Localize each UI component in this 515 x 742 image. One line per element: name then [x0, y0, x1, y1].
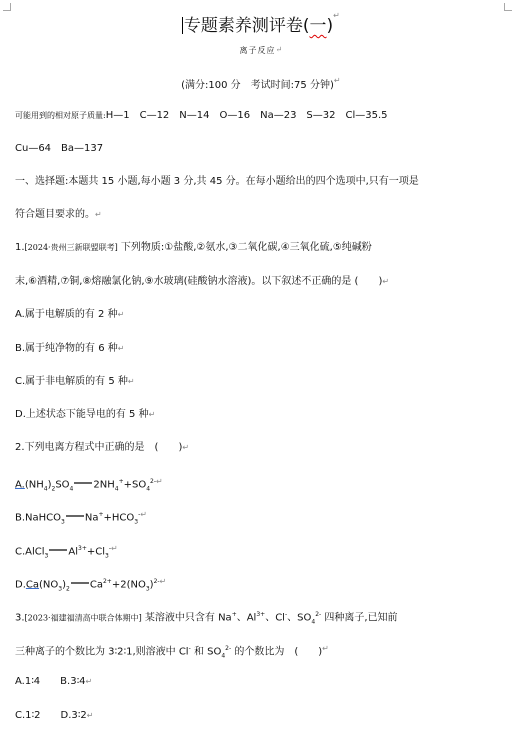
question-2-stem: 2.下列电离方程式中正确的是 ( ) ↵: [15, 442, 190, 453]
paragraph-mark-icon: ↵: [182, 443, 190, 452]
question-2-option-b: B.NaHCO$_3$ $Na^++HCO_3^-$ ↵: [15, 510, 147, 526]
question-3-option-a: A.1∶4: [15, 676, 41, 687]
atomic-mass-values-1: H—1 C—12 N—14 O—16 Na—23 S—32 Cl—35.5: [105, 110, 388, 121]
paragraph-mark-icon: ↵: [333, 76, 341, 85]
question-3-options-row-2: [15, 710, 94, 722]
paragraph-mark-icon: ↵: [156, 477, 163, 486]
equals-sign: [74, 482, 92, 484]
question-3-option-b: B.3∶4: [60, 676, 86, 687]
page-title[interactable]: [0, 11, 515, 36]
atomic-mass-line-2: Cu—64 Ba—137: [15, 143, 104, 154]
paragraph-mark-icon: ↵: [111, 544, 118, 553]
paragraph-mark-icon: ↵: [333, 11, 340, 20]
page-subtitle: 离子反应 ↵: [239, 45, 284, 55]
question-3-option-d: D.3∶2: [60, 710, 87, 721]
paragraph-mark-icon: ↵: [148, 410, 156, 419]
paragraph-mark-icon: ↵: [127, 377, 135, 386]
question-1-option-d: D.上述状态下能导电的有 5 种 ↵: [15, 409, 156, 420]
paragraph-mark-icon: ↵: [86, 711, 94, 720]
equals-sign: [66, 515, 84, 517]
paragraph-mark-icon: ↵: [322, 644, 329, 653]
question-3-source: [2023·福建福清高中联合体期中]: [24, 613, 142, 623]
title-prefix: 专题素养测评卷(: [183, 16, 310, 36]
paragraph-mark-icon: ↵: [117, 310, 125, 319]
paragraph-mark-icon: ↵: [275, 45, 284, 54]
question-1-option-c: C.属于非电解质的有 5 种 ↵: [15, 376, 135, 387]
paragraph-mark-icon: ↵: [159, 577, 167, 586]
question-1-source: [2024·贵州三新联盟联考]: [24, 243, 118, 252]
question-3-stem-line-2: 三种离子的个数比为 3∶2∶1,则溶液中 Cl- 和 $SO_4^{2-}$ 的个数比为 ( ) ↵: [15, 644, 329, 660]
question-1-option-b: B.属于纯净物的有 6 种 ↵: [15, 343, 125, 354]
text-cursor: [182, 17, 183, 34]
question-1-stem-line-1: 1.[2024·贵州三新联盟联考] 下列物质:①盐酸,②氨水,③二氧化碳,④三氧化硫,⑤纯碱粉: [15, 242, 372, 253]
exam-info: (满分:100 分 考试时间:75 分钟) ↵: [181, 76, 341, 91]
section-heading-line-2: 符合题目要求的。 ↵: [15, 209, 102, 220]
section-heading-line-1: 一、选择题:本题共 15 小题,每小题 3 分,共 45 分。在每小题给出的四个选项中,只有一项是: [15, 176, 419, 187]
equals-sign: [71, 582, 89, 584]
paragraph-mark-icon: ↵: [95, 210, 102, 219]
question-2-option-c: C.AlCl$_3$ $Al^{3+}+Cl_3^-$ ↵: [15, 544, 118, 560]
paragraph-mark-icon: ↵: [85, 677, 93, 686]
equals-sign: [49, 549, 67, 551]
question-1-option-a: A.属于电解质的有 2 种 ↵: [15, 309, 125, 320]
question-3-option-c: C.1∶2: [15, 710, 41, 721]
question-2-option-a: $A.(NH_4)_2SO_4$ $2NH_4^++SO_4^{2-}$ ↵: [15, 477, 163, 493]
page-corner-mark-top-left: [3, 3, 11, 11]
title-spellcheck-word[interactable]: 一: [309, 16, 327, 36]
question-3-stem-line-1: 3.[2023·福建福清高中联合体期中] 某溶液中只含有 Na+、$Al^{3+}$、Cl-、$SO_4^{2-}$ 四种离子,已知前: [15, 611, 398, 626]
page-corner-mark-top-right: [504, 3, 512, 11]
question-2-option-d: $D.Ca(NO_3)_2$ $Ca^{2+}+2(NO_3)^{2-}$ ↵: [15, 577, 167, 593]
question-3-options-row-1: [15, 676, 93, 688]
question-1-stem-line-2: 末,⑥酒精,⑦铜,⑧熔融氯化钠,⑨水玻璃(硅酸钠水溶液)。以下叙述不正确的是 ( ) ↵: [15, 276, 390, 287]
atomic-mass-label: 可能用到的相对原子质量:: [15, 111, 106, 120]
paragraph-mark-icon: ↵: [140, 510, 147, 519]
title-suffix: ): [326, 16, 334, 36]
paragraph-mark-icon: ↵: [117, 344, 125, 353]
paragraph-mark-icon: ↵: [382, 277, 390, 286]
atomic-mass-line-1: [15, 110, 388, 122]
